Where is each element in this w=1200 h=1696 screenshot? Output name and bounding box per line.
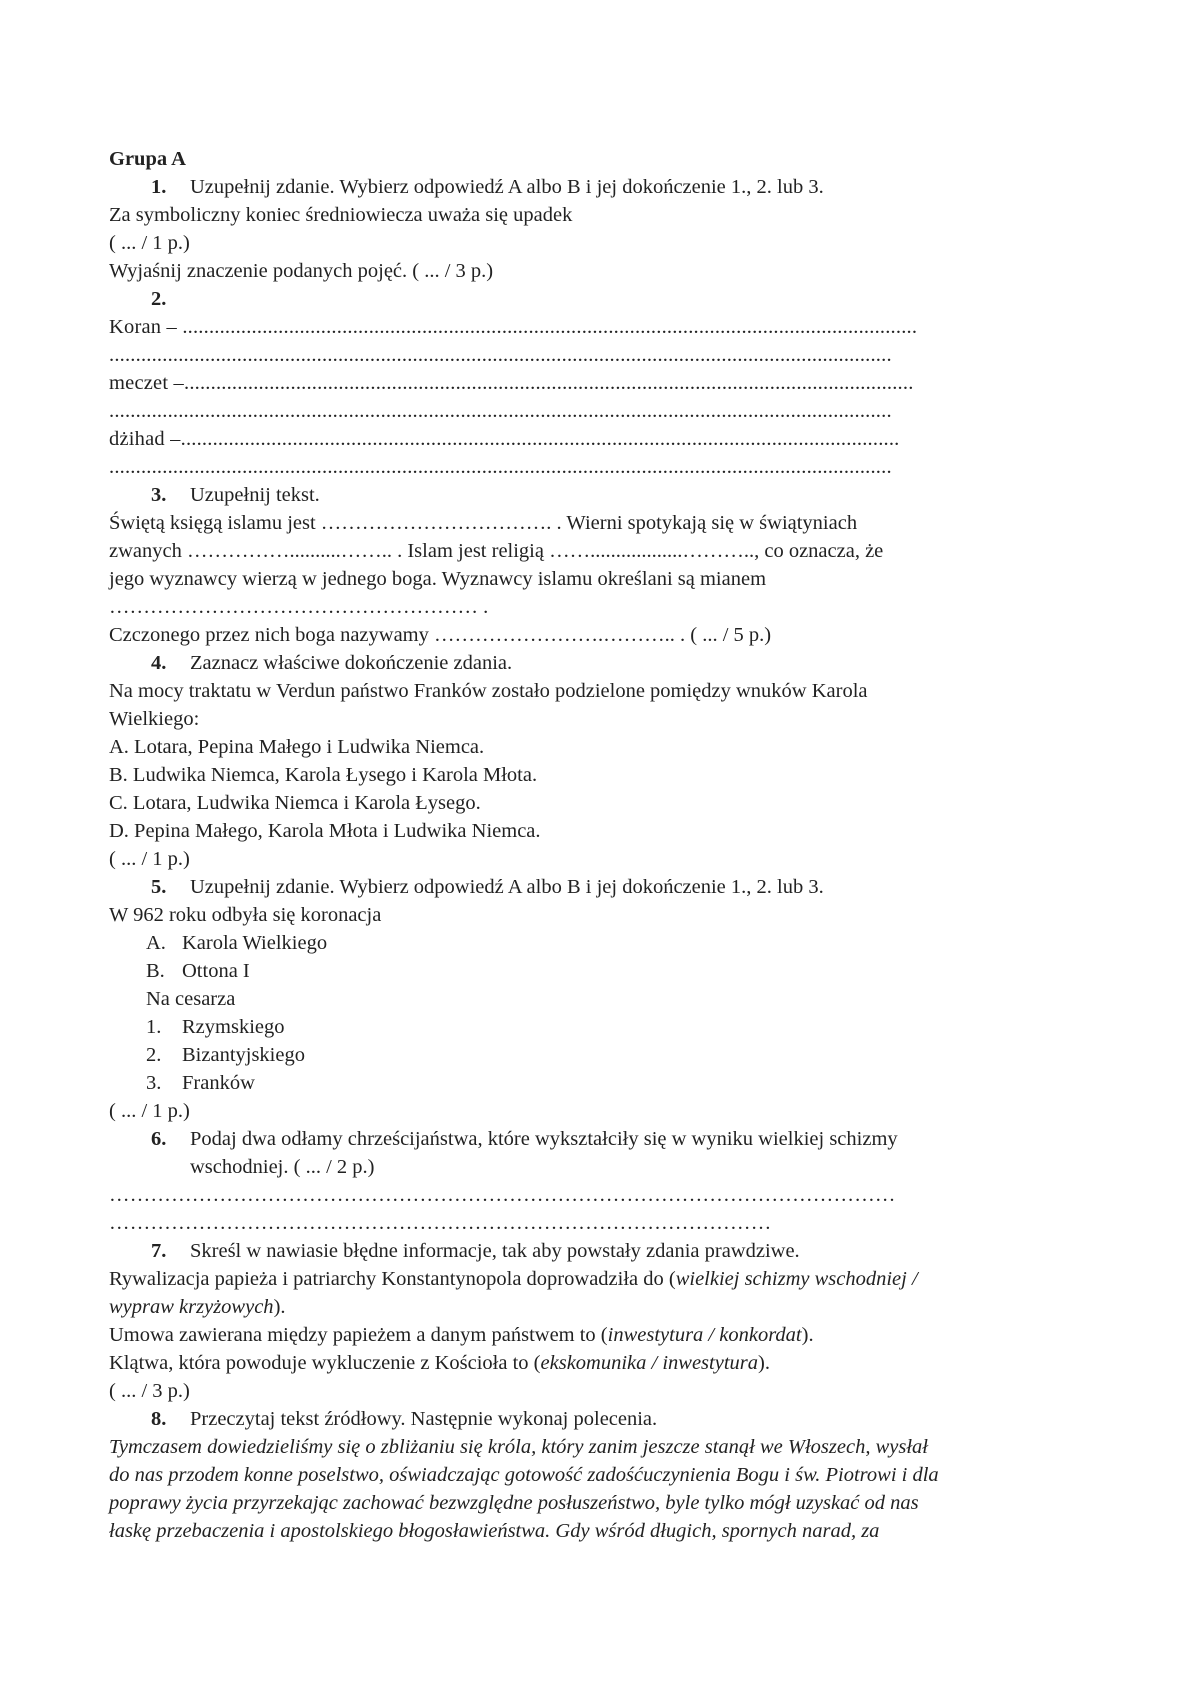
q7-points: ( ... / 3 p.)	[109, 1380, 190, 1402]
q7-sentence-1-text: Rywalizacja papieża i patriarchy Konstantynopola doprowadziła do (	[109, 1268, 676, 1290]
q5-option-2-text: Bizantyjskiego	[182, 1044, 305, 1066]
q3-line-4: ……………………………………………… .	[109, 596, 489, 618]
q5-option-b-label: B.	[146, 960, 165, 982]
q7-sentence-2	[109, 1322, 814, 1348]
q2-koran-line: Koran – ..........................................................................................................................................	[109, 316, 918, 338]
q3-line-2: zwanych ……………..........…….. . Islam jest religią ……..................……….., co oznacza, że	[109, 540, 884, 562]
q6-number: 6.	[151, 1128, 167, 1150]
q1-number: 1.	[151, 176, 167, 198]
q8-source-line-4: łaskę przebaczenia i apostolskiego błogosławieństwa. Gdy wśród długich, spornych narad, za	[109, 1520, 880, 1542]
q5-option-3-text: Franków	[182, 1072, 255, 1094]
q3-line-3: jego wyznawcy wierzą w jednego boga. Wyznawcy islamu określani są mianem	[109, 568, 767, 590]
q3-number: 3.	[151, 484, 167, 506]
q3-line-1: Świętą księgą islamu jest ……………………………. . Wierni spotykają się w świątyniach	[109, 512, 858, 534]
q5-option-a-text: Karola Wielkiego	[182, 932, 328, 954]
q8-instruction: Przeczytaj tekst źródłowy. Następnie wykonaj polecenia.	[190, 1408, 658, 1430]
q7-sentence-1-end: ).	[273, 1296, 286, 1318]
q5-points: ( ... / 1 p.)	[109, 1100, 190, 1122]
q1-instruction: Uzupełnij zdanie. Wybierz odpowiedź A albo B i jej dokończenie 1., 2. lub 3.	[190, 176, 824, 198]
q4-option-b: B. Ludwika Niemca, Karola Łysego i Karola Młota.	[109, 764, 538, 786]
q3-line-5: Czczonego przez nich boga nazywamy …………………….……….. . ( ... / 5 p.)	[109, 624, 772, 646]
q2-dzihad-answer-line: ...................................................................................................................................................	[109, 456, 892, 478]
q2-instruction: Wyjaśnij znaczenie podanych pojęć. ( ... / 3 p.)	[109, 260, 494, 282]
q6-answer-line-2: ……………………………………………………………………………………	[109, 1212, 772, 1234]
q7-sentence-1-cont	[109, 1294, 286, 1320]
q2-dzihad-line: dżihad –.......................................................................................................................................	[109, 428, 900, 450]
q4-option-d: D. Pepina Małego, Karola Młota i Ludwika Niemca.	[109, 820, 541, 842]
q7-sentence-2-choice: inwestytura / konkordat	[607, 1324, 802, 1346]
group-title: Grupa A	[109, 148, 186, 170]
q8-source-line-2: do nas przodem konne poselstwo, oświadczając gotowość zadośćuczynienia Bogu i św. Piotrowi i dla	[109, 1464, 939, 1486]
q7-sentence-3-end: ).	[758, 1352, 770, 1374]
q5-option-1-label: 1.	[146, 1016, 162, 1038]
q8-source-line-3: poprawy życia przyrzekając zachować bezwzględne posłuszeństwo, byle tylko mógł uzyskać od nas	[109, 1492, 919, 1514]
q7-sentence-1	[109, 1266, 918, 1292]
q4-option-a: A. Lotara, Pepina Małego i Ludwika Niemca.	[109, 736, 485, 758]
q7-sentence-1-choice-cont: wypraw krzyżowych	[109, 1296, 274, 1318]
q4-number: 4.	[151, 652, 167, 674]
q5-option-a-label: A.	[146, 932, 166, 954]
q5-option-2-label: 2.	[146, 1044, 162, 1066]
q2-meczet-answer-line: ...................................................................................................................................................	[109, 400, 892, 422]
q7-sentence-2-text: Umowa zawierana między papieżem a danym państwem to (	[109, 1324, 608, 1346]
q5-option-3-label: 3.	[146, 1072, 162, 1094]
q8-source-line-1: Tymczasem dowiedzieliśmy się o zbliżaniu się króla, który zanim jeszcze stanął we Włoszech, wysłał	[109, 1436, 928, 1458]
q8-number: 8.	[151, 1408, 167, 1430]
q5-option-b-text: Ottona I	[182, 960, 250, 982]
q6-instruction-2: wschodniej. ( ... / 2 p.)	[190, 1156, 375, 1178]
q5-option-1-text: Rzymskiego	[182, 1016, 285, 1038]
q4-instruction: Zaznacz właściwe dokończenie zdania.	[190, 652, 513, 674]
q7-sentence-3	[109, 1350, 770, 1376]
q2-koran-answer-line: ...................................................................................................................................................	[109, 344, 892, 366]
q7-instruction: Skreśl w nawiasie błędne informacje, tak aby powstały zdania prawdziwe.	[190, 1240, 800, 1262]
q4-option-c: C. Lotara, Ludwika Niemca i Karola Łysego.	[109, 792, 481, 814]
q3-instruction: Uzupełnij tekst.	[190, 484, 320, 506]
q5-instruction: Uzupełnij zdanie. Wybierz odpowiedź A albo B i jej dokończenie 1., 2. lub 3.	[190, 876, 824, 898]
q5-number: 5.	[151, 876, 167, 898]
q2-meczet-line: meczet –.........................................................................................................................................	[109, 372, 914, 394]
q6-answer-line-1: ……………………………………………………………………………………………………	[109, 1184, 896, 1206]
q4-points: ( ... / 1 p.)	[109, 848, 190, 870]
q7-sentence-2-end: ).	[801, 1324, 814, 1346]
q4-text-2: Wielkiego:	[109, 708, 200, 730]
q5-text: W 962 roku odbyła się koronacja	[109, 904, 382, 926]
q1-text: Za symboliczny koniec średniowiecza uważa się upadek	[109, 204, 573, 226]
q6-instruction-1: Podaj dwa odłamy chrześcijaństwa, które wykształciły się w wyniku wielkiej schizmy	[190, 1128, 898, 1150]
q7-sentence-3-choice: ekskomunika / inwestytura	[540, 1352, 758, 1374]
q7-sentence-1-choice: wielkiej schizmy wschodniej /	[675, 1268, 918, 1290]
q7-number: 7.	[151, 1240, 167, 1262]
q7-sentence-3-text: Klątwa, która powoduje wykluczenie z Kościoła to (	[109, 1352, 541, 1374]
q1-points: ( ... / 1 p.)	[109, 232, 190, 254]
q5-middle-text: Na cesarza	[146, 988, 236, 1010]
q4-text-1: Na mocy traktatu w Verdun państwo Franków zostało podzielone pomiędzy wnuków Karola	[109, 680, 868, 702]
q2-number: 2.	[151, 288, 167, 310]
